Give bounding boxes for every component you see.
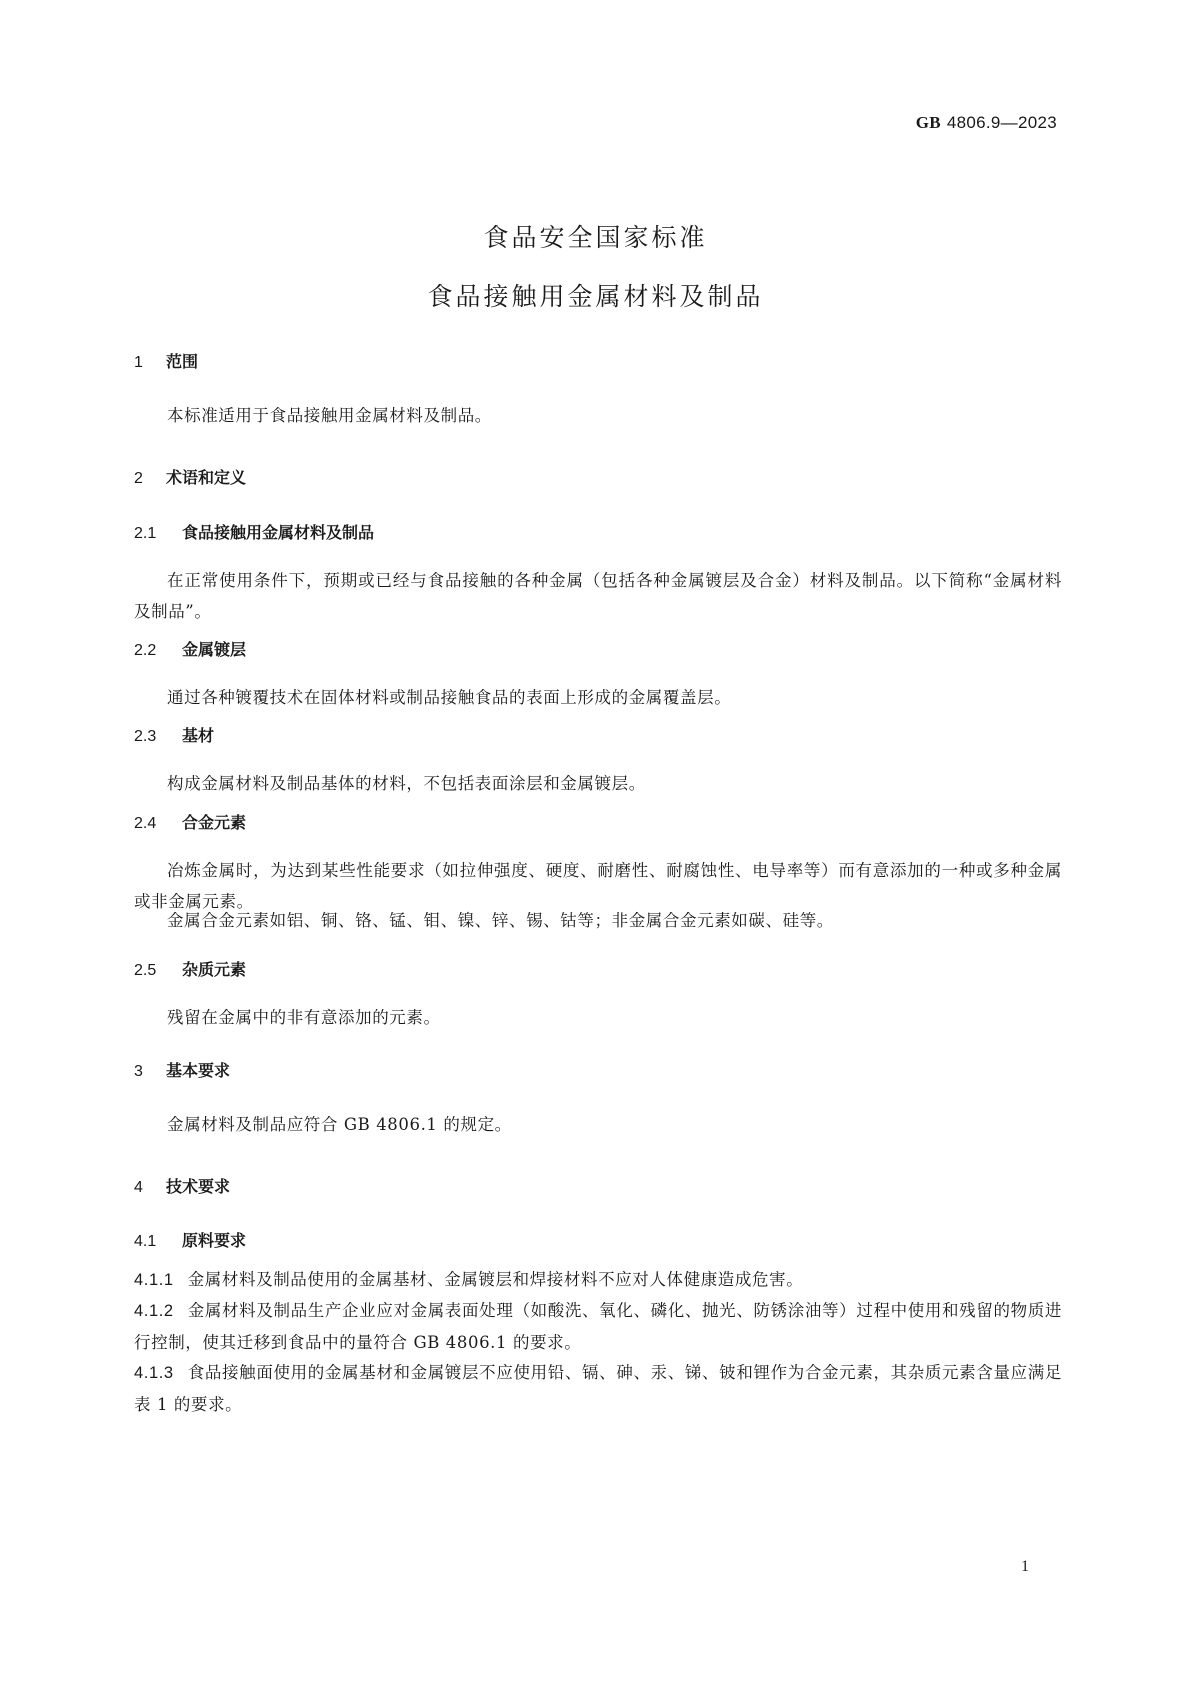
page-number: 1 <box>1021 1558 1029 1575</box>
clause-4-1-2: 4.1.2 金属材料及制品生产企业应对金属表面处理（如酸洗、氧化、磷化、抛光、防锈涂油等）过程中使用和残留的物质进行控制，使其迁移到食品中的量符合 GB 4806.1 的要求。 <box>134 1301 1062 1352</box>
section-2-3-body: 构成金属材料及制品基体的材料，不包括表面涂层和金属镀层。 <box>167 774 646 793</box>
standard-number: 4806.9—2023 <box>946 113 1057 132</box>
section-3-body: 金属材料及制品应符合 GB 4806.1 的规定。 <box>167 1115 512 1134</box>
section-2-4-body: 冶炼金属时，为达到某些性能要求（如拉伸强度、硬度、耐磨性、耐腐蚀性、电导率等）而有意添加的一种或多种金属或非金属元素。 <box>134 861 1062 911</box>
section-1-body: 本标准适用于食品接触用金属材料及制品。 <box>167 406 492 425</box>
section-2-1-body: 在正常使用条件下，预期或已经与食品接触的各种金属（包括各种金属镀层及合金）材料及制品。以下简称“金属材料及制品”。 <box>134 571 1062 621</box>
standard-prefix: GB <box>915 113 941 132</box>
section-2-4-body-2: 金属合金元素如铝、铜、铬、锰、钼、镍、锌、锡、钴等；非金属合金元素如碳、硅等。 <box>167 911 834 930</box>
section-heading-2-4: 2.4 合金元素 <box>134 813 247 832</box>
section-2-2-body: 通过各种镀覆技术在固体材料或制品接触食品的表面上形成的金属覆盖层。 <box>167 688 732 707</box>
section-heading-2: 2 术语和定义 <box>134 468 247 487</box>
section-heading-4-1: 4.1 原料要求 <box>134 1231 247 1250</box>
section-heading-2-2: 2.2 金属镀层 <box>134 640 247 659</box>
section-heading-3: 3 基本要求 <box>134 1061 231 1080</box>
section-heading-4: 4 技术要求 <box>134 1177 231 1196</box>
section-2-5-body: 残留在金属中的非有意添加的元素。 <box>167 1008 441 1027</box>
clause-4-1-3: 4.1.3 食品接触面使用的金属基材和金属镀层不应使用铅、镉、砷、汞、锑、铍和锂作为合金元素，其杂质元素含量应满足表 1 的要求。 <box>134 1363 1062 1414</box>
section-heading-2-1: 2.1 食品接触用金属材料及制品 <box>134 523 375 542</box>
document-title-line2: 食品接触用金属材料及制品 <box>427 282 764 311</box>
clause-4-1-1: 4.1.1 金属材料及制品使用的金属基材、金属镀层和焊接材料不应对人体健康造成危害。 <box>134 1270 804 1289</box>
section-heading-2-3: 2.3 基材 <box>134 726 215 745</box>
section-heading-2-5: 2.5 杂质元素 <box>134 960 247 979</box>
section-heading-1: 1 范围 <box>134 352 199 371</box>
document-title-line1: 食品安全国家标准 <box>483 223 708 252</box>
standard-code <box>916 113 1057 133</box>
